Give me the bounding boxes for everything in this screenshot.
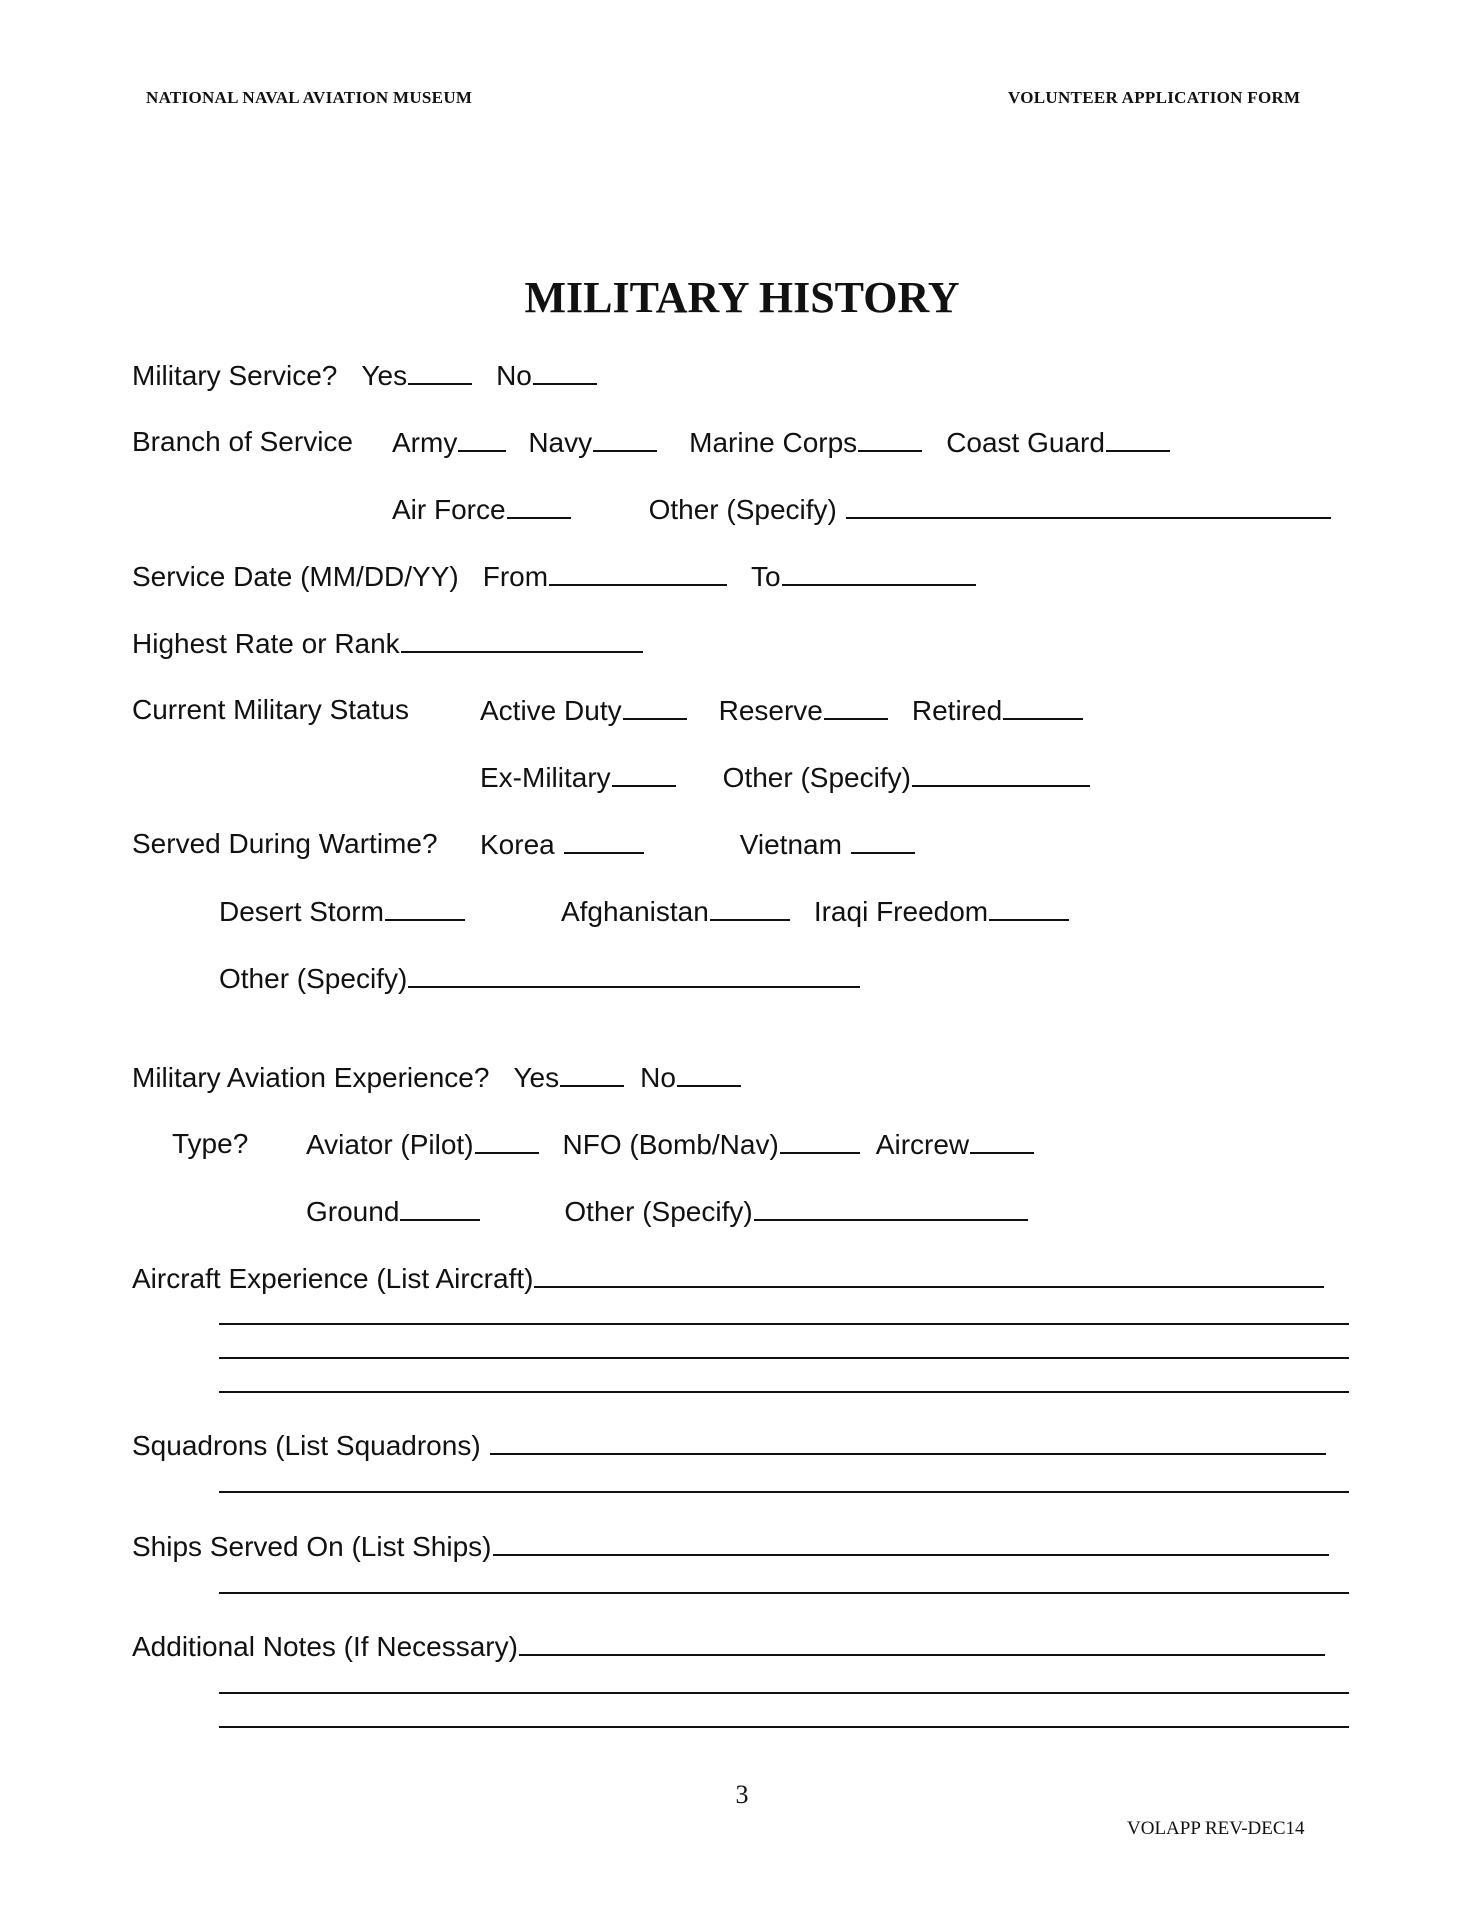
aviation-yes-field[interactable] (560, 1063, 624, 1087)
aircraft-row (132, 1264, 1324, 1293)
aviation-type-aviator-label: Aviator (Pilot) (306, 1129, 474, 1160)
wartime-korea-label: Korea (480, 829, 555, 860)
squadrons-row (132, 1431, 1326, 1460)
aviation-type-other-field[interactable] (754, 1197, 1028, 1221)
ships-field[interactable] (493, 1532, 1329, 1556)
military-service-no-label: No (496, 360, 532, 391)
ships-label: Ships Served On (List Ships) (132, 1531, 492, 1562)
status-other-field[interactable] (912, 763, 1090, 787)
ships-line-2[interactable] (219, 1592, 1349, 1594)
wartime-vietnam-label: Vietnam (739, 829, 842, 860)
branch-army-field[interactable] (458, 428, 506, 452)
aviation-type-aircrew-field[interactable] (970, 1130, 1034, 1154)
branch-row-1 (392, 428, 1170, 457)
wartime-row-1 (480, 830, 915, 859)
highest-rank-label: Highest Rate or Rank (132, 628, 400, 659)
status-retired-label: Retired (911, 695, 1003, 726)
aviation-row (132, 1063, 741, 1092)
military-service-label: Military Service? (132, 360, 338, 391)
status-active-field[interactable] (623, 696, 687, 720)
branch-other-field[interactable] (846, 495, 1331, 519)
wartime-iraqi-freedom-field[interactable] (989, 897, 1069, 921)
military-service-no-field[interactable] (533, 361, 597, 385)
branch-row-2 (392, 495, 1331, 524)
aviation-no-field[interactable] (677, 1063, 741, 1087)
aviation-type-nfo-label: NFO (Bomb/Nav) (562, 1129, 779, 1160)
branch-navy-label: Navy (528, 427, 593, 458)
wartime-vietnam-field[interactable] (851, 830, 915, 854)
wartime-iraqi-freedom-label: Iraqi Freedom (813, 896, 989, 927)
status-retired-field[interactable] (1003, 696, 1083, 720)
notes-label: Additional Notes (If Necessary) (132, 1631, 518, 1662)
wartime-label: Served During Wartime? (132, 828, 438, 859)
status-reserve-field[interactable] (824, 696, 888, 720)
service-date-to-field[interactable] (782, 562, 976, 586)
aviation-no-label: No (640, 1062, 676, 1093)
notes-field[interactable] (519, 1632, 1325, 1656)
highest-rank-field[interactable] (401, 629, 643, 653)
service-date-from-field[interactable] (549, 562, 727, 586)
branch-navy-field[interactable] (593, 428, 657, 452)
military-service-row (132, 361, 597, 390)
wartime-other-field[interactable] (408, 964, 860, 988)
squadrons-field[interactable] (490, 1431, 1326, 1455)
aviation-type-ground-field[interactable] (400, 1197, 480, 1221)
aviation-type-aviator-field[interactable] (475, 1130, 539, 1154)
aircraft-field[interactable] (534, 1264, 1324, 1288)
header-museum-name: NATIONAL NAVAL AVIATION MUSEUM (146, 88, 473, 107)
aviation-type-ground-label: Ground (306, 1196, 400, 1227)
ships-row (132, 1532, 1329, 1561)
wartime-korea-field[interactable] (564, 830, 644, 854)
service-date-label: Service Date (MM/DD/YY) (132, 561, 459, 592)
status-row-1 (480, 696, 1083, 725)
service-date-to-label: To (751, 561, 781, 592)
status-reserve-label: Reserve (718, 695, 823, 726)
status-row-2 (480, 763, 1090, 792)
notes-row (132, 1632, 1325, 1661)
notes-line-2[interactable] (219, 1692, 1349, 1694)
squadrons-label: Squadrons (List Squadrons) (132, 1430, 481, 1461)
wartime-afghanistan-label: Afghanistan (560, 896, 709, 927)
aviation-type-label: Type? (172, 1128, 249, 1159)
branch-air-force-field[interactable] (507, 495, 571, 519)
wartime-desert-storm-field[interactable] (385, 897, 465, 921)
service-date-from-label: From (482, 561, 549, 592)
aviation-type-row-2 (306, 1197, 1028, 1226)
aviation-type-nfo-field[interactable] (780, 1130, 860, 1154)
status-label: Current Military Status (132, 694, 409, 725)
page-number: 3 (735, 1780, 749, 1809)
branch-marine-corps-label: Marine Corps (689, 427, 858, 458)
wartime-row-3 (219, 964, 860, 993)
status-ex-military-field[interactable] (612, 763, 676, 787)
aircraft-line-2[interactable] (219, 1323, 1349, 1325)
branch-coast-guard-field[interactable] (1106, 428, 1170, 452)
squadrons-line-2[interactable] (219, 1491, 1349, 1493)
branch-label: Branch of Service (132, 426, 353, 457)
aircraft-line-3[interactable] (219, 1357, 1349, 1359)
aviation-type-aircrew-label: Aircrew (875, 1129, 970, 1160)
aircraft-label: Aircraft Experience (List Aircraft) (132, 1263, 534, 1294)
aircraft-line-4[interactable] (219, 1391, 1349, 1393)
status-active-label: Active Duty (480, 695, 622, 726)
revision-code: VOLAPP REV-DEC14 (1127, 1818, 1305, 1839)
aviation-label: Military Aviation Experience? (132, 1062, 490, 1093)
branch-other-label: Other (Specify) (648, 494, 837, 525)
wartime-row-2 (219, 897, 1069, 926)
notes-line-3[interactable] (219, 1726, 1349, 1728)
status-other-label: Other (Specify) (722, 762, 911, 793)
military-service-yes-field[interactable] (408, 361, 472, 385)
aviation-type-other-label: Other (Specify) (564, 1196, 753, 1227)
branch-coast-guard-label: Coast Guard (946, 427, 1105, 458)
military-service-yes-label: Yes (361, 360, 408, 391)
highest-rank-row (132, 629, 643, 658)
wartime-desert-storm-label: Desert Storm (219, 896, 384, 927)
status-ex-military-label: Ex-Military (480, 762, 611, 793)
branch-army-label: Army (392, 427, 458, 458)
branch-marine-corps-field[interactable] (858, 428, 922, 452)
aviation-type-row-1 (306, 1130, 1034, 1159)
wartime-afghanistan-field[interactable] (710, 897, 790, 921)
aviation-yes-label: Yes (513, 1062, 560, 1093)
branch-air-force-label: Air Force (392, 494, 506, 525)
wartime-other-label: Other (Specify) (219, 963, 408, 994)
page-title: MILITARY HISTORY (524, 273, 960, 322)
header-form-name: VOLUNTEER APPLICATION FORM (1008, 88, 1301, 107)
service-date-row (132, 562, 976, 591)
